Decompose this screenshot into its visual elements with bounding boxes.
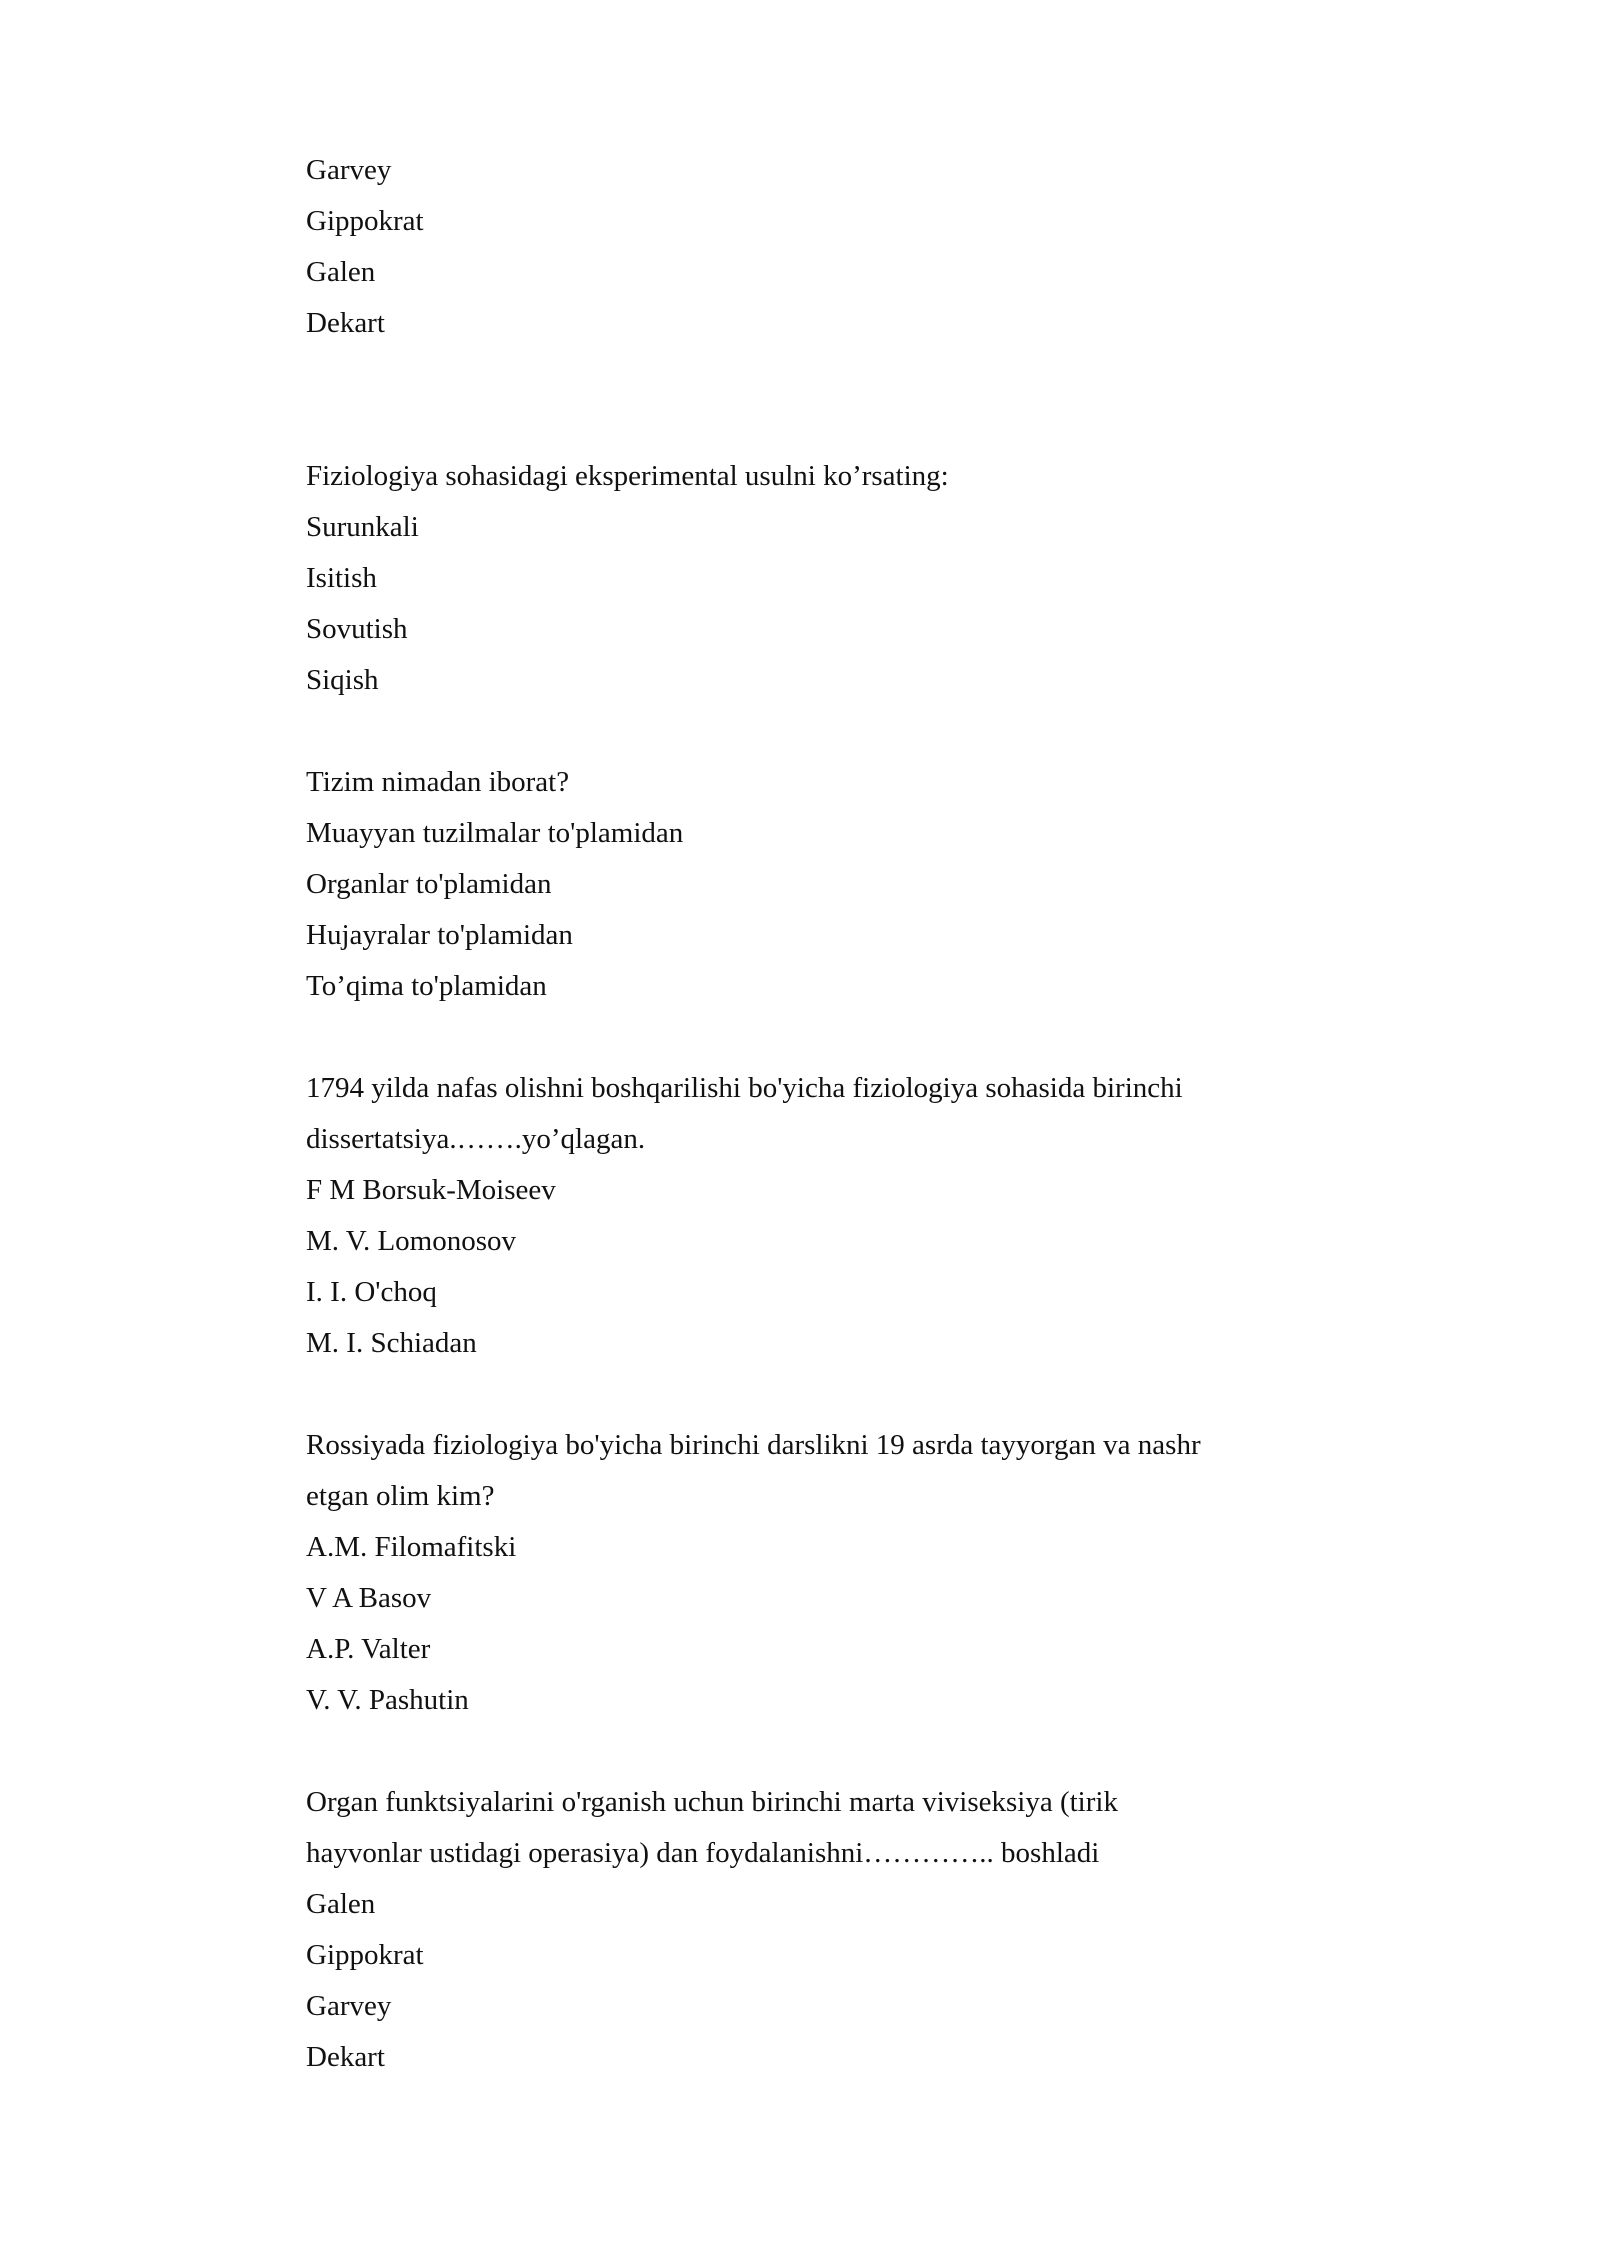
answer-option: V A Basov xyxy=(306,1582,432,1614)
answer-option: Dekart xyxy=(306,2041,385,2073)
answer-option: I. I. O'choq xyxy=(306,1276,437,1308)
answer-option: V. V. Pashutin xyxy=(306,1684,469,1716)
question-text: Tizim nimadan iborat? xyxy=(306,766,570,798)
question-block xyxy=(306,1420,1246,1726)
question-block xyxy=(306,757,1246,1012)
question-text-line: 1794 yilda nafas olishni boshqarilishi bo'yicha fiziologiya sohasida birinchi xyxy=(306,1072,1183,1104)
document-content xyxy=(306,145,1246,2083)
spacer xyxy=(306,1726,1246,1777)
answer-option: Sovutish xyxy=(306,613,408,645)
answer-option: Organlar to'plamidan xyxy=(306,868,552,900)
question-block xyxy=(306,1777,1246,2083)
question-block xyxy=(306,1063,1246,1369)
answer-option: Isitish xyxy=(306,562,377,594)
answer-option: Siqish xyxy=(306,664,379,696)
question-text: Fiziologiya sohasidagi eksperimental usulni ko’rsating: xyxy=(306,460,949,492)
answer-option: Muayyan tuzilmalar to'plamidan xyxy=(306,817,684,849)
spacer xyxy=(306,349,1246,451)
question-text-line: Rossiyada fiziologiya bo'yicha birinchi darslikni 19 asrda tayyorgan va nashr xyxy=(306,1429,1201,1461)
spacer xyxy=(306,1369,1246,1420)
answer-option: A.M. Filomafitski xyxy=(306,1531,517,1563)
question-text-line: hayvonlar ustidagi operasiya) dan foydalanishni………….. boshladi xyxy=(306,1837,1100,1869)
answer-option: Gippokrat xyxy=(306,1939,424,1971)
answer-option: Dekart xyxy=(306,307,385,339)
answer-option: Garvey xyxy=(306,1990,392,2022)
question-text-line: Organ funktsiyalarini o'rganish uchun birinchi marta viviseksiya (tirik xyxy=(306,1786,1118,1818)
question-block xyxy=(306,145,1246,349)
answer-option: Hujayralar to'plamidan xyxy=(306,919,573,951)
answer-option: Surunkali xyxy=(306,511,419,543)
spacer xyxy=(306,1012,1246,1063)
answer-option: A.P. Valter xyxy=(306,1633,431,1665)
question-block xyxy=(306,451,1246,706)
answer-option: Galen xyxy=(306,256,376,288)
answer-option: F M Borsuk-Moiseev xyxy=(306,1174,556,1206)
answer-option: Gippokrat xyxy=(306,205,424,237)
answer-option: M. V. Lomonosov xyxy=(306,1225,517,1257)
answer-option: Galen xyxy=(306,1888,376,1920)
answer-option: M. I. Schiadan xyxy=(306,1327,477,1359)
question-text-line: etgan olim kim? xyxy=(306,1480,495,1512)
answer-option: Garvey xyxy=(306,154,392,186)
answer-option: To’qima to'plamidan xyxy=(306,970,547,1002)
question-text-line: dissertatsiya.…….yo’qlagan. xyxy=(306,1123,646,1155)
spacer xyxy=(306,706,1246,757)
